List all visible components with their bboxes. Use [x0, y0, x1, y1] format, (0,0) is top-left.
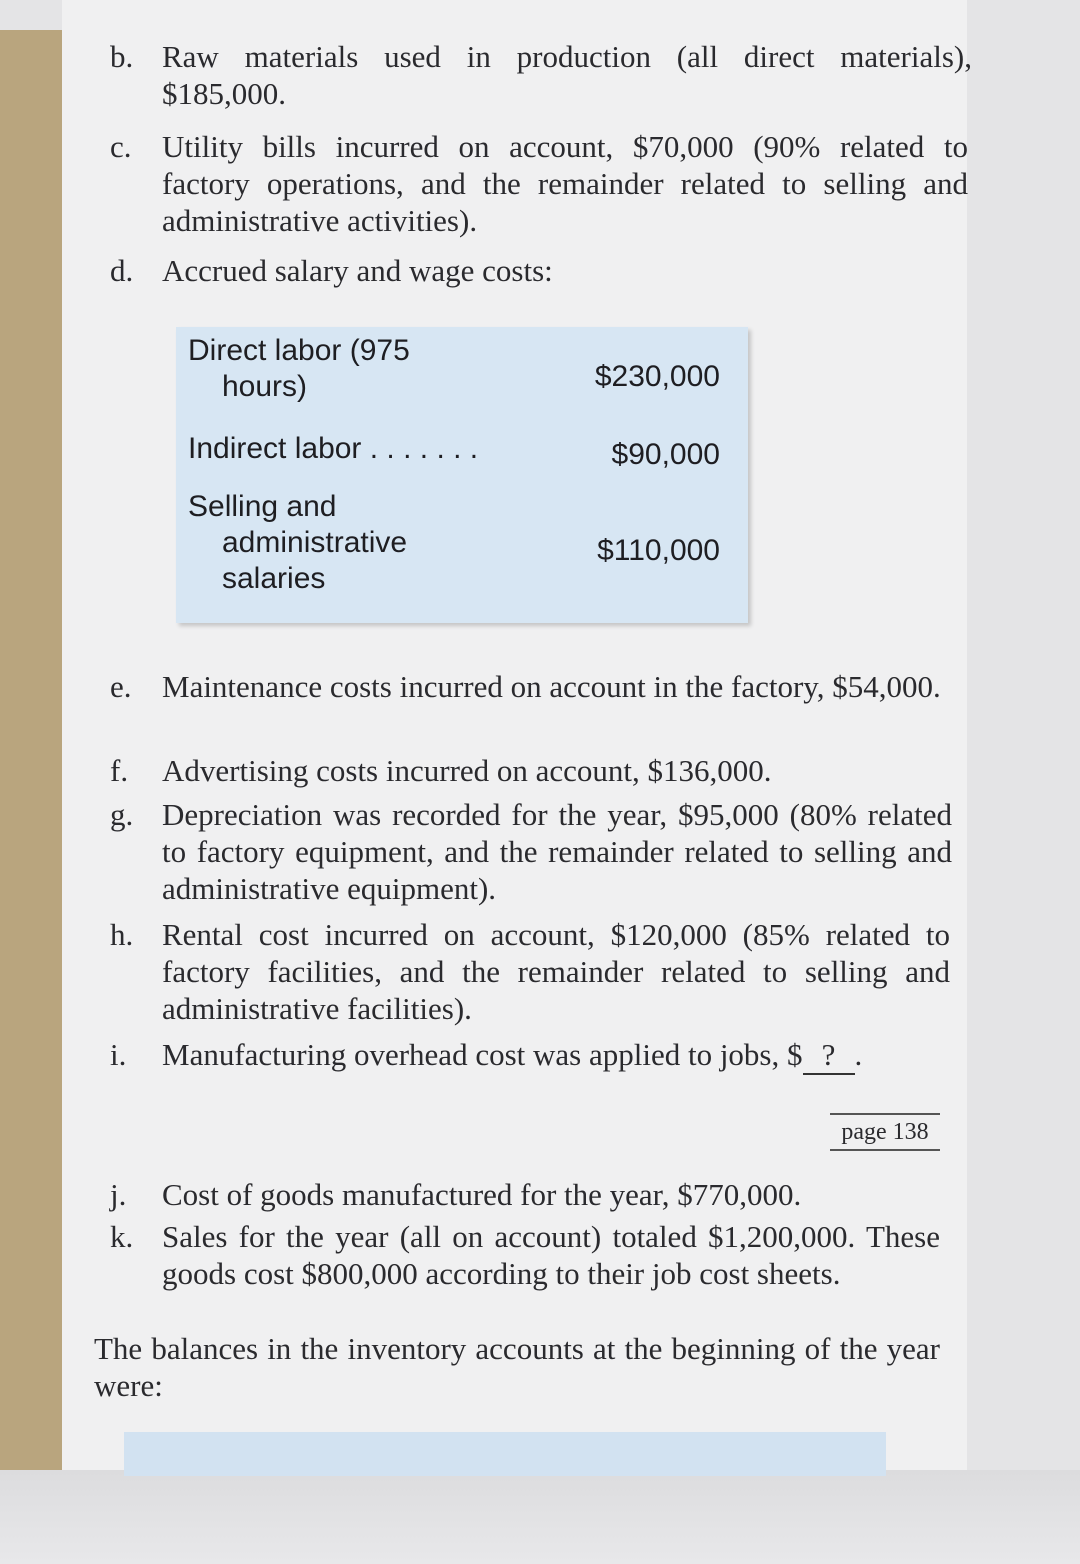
direct-labor-amount: $230,000: [594, 360, 720, 393]
row-label-cont: hours): [222, 370, 308, 403]
book-edge: [0, 30, 62, 1470]
item-i-end: .: [854, 1037, 863, 1072]
table-row-selling-admin: [188, 489, 488, 597]
item-b: [110, 38, 970, 114]
item-f-label: f.: [110, 753, 129, 788]
salary-table: [176, 327, 748, 623]
item-i: [110, 1036, 970, 1076]
item-d-text: Accrued salary and wage costs:: [162, 253, 553, 288]
selling-admin-amount: $110,000: [597, 534, 720, 567]
item-b-text: Raw materials used in production (all direct materials), $185,000.: [162, 39, 972, 111]
item-h-text: Rental cost incurred on account, $120,000 (85% related to factory facilities, and the remainder related to selling and administrative facilities).: [162, 917, 950, 1026]
item-c-label: c.: [110, 129, 132, 164]
item-d: [110, 252, 970, 292]
item-i-label: i.: [110, 1037, 127, 1072]
item-d-label: d.: [110, 253, 134, 288]
item-g-label: g.: [110, 797, 134, 832]
row-label: Indirect labor . . . . . . .: [188, 432, 479, 465]
item-k: [110, 1218, 970, 1330]
item-j-label: j.: [110, 1177, 127, 1212]
item-e: [110, 668, 970, 744]
item-k-text: Sales for the year (all on account) totaled $1,200,000. These goods cost $800,000 according to their job cost sheets.: [162, 1219, 940, 1291]
bottom-background: [0, 1470, 1080, 1564]
item-j-text: Cost of goods manufactured for the year, $770,000.: [162, 1177, 802, 1212]
item-g-text: Depreciation was recorded for the year, $95,000 (80% related to factory equipment, and the remainder related to selling and administrative equipment).: [162, 797, 952, 906]
item-i-text: [162, 1036, 952, 1075]
item-f-text: Advertising costs incurred on account, $136,000.: [162, 753, 772, 788]
answer-blank: ?: [803, 1036, 855, 1075]
item-e-label: e.: [110, 669, 132, 704]
row-label-cont: administrative: [222, 526, 408, 559]
item-c-text: Utility bills incurred on account, $70,000 (90% related to factory operations, and the remainder related to selling and administrative activities).: [162, 129, 968, 238]
item-g: [110, 796, 970, 908]
item-j: [110, 1176, 970, 1216]
item-i-sentence: Manufacturing overhead cost was applied to jobs, $: [162, 1037, 803, 1072]
item-h: [110, 916, 970, 1028]
item-k-label: k.: [110, 1219, 134, 1254]
row-label: Direct labor (975: [188, 334, 410, 367]
table-row-indirect-labor: [188, 431, 548, 467]
table-row-direct-labor: [188, 333, 488, 405]
inventory-table-partial: [124, 1432, 886, 1476]
row-label-cont: salaries: [222, 562, 326, 595]
item-h-label: h.: [110, 917, 134, 952]
closing-paragraph: The balances in the inventory accounts at the beginning of the year were:: [94, 1331, 940, 1403]
indirect-labor-amount: $90,000: [611, 438, 720, 471]
row-label: Selling and: [188, 490, 337, 523]
page-number-reference: page 138: [830, 1113, 940, 1151]
item-b-label: b.: [110, 39, 134, 74]
item-f: [110, 752, 970, 792]
item-c: [110, 128, 970, 240]
item-e-text: Maintenance costs incurred on account in the factory, $54,000.: [162, 669, 941, 704]
